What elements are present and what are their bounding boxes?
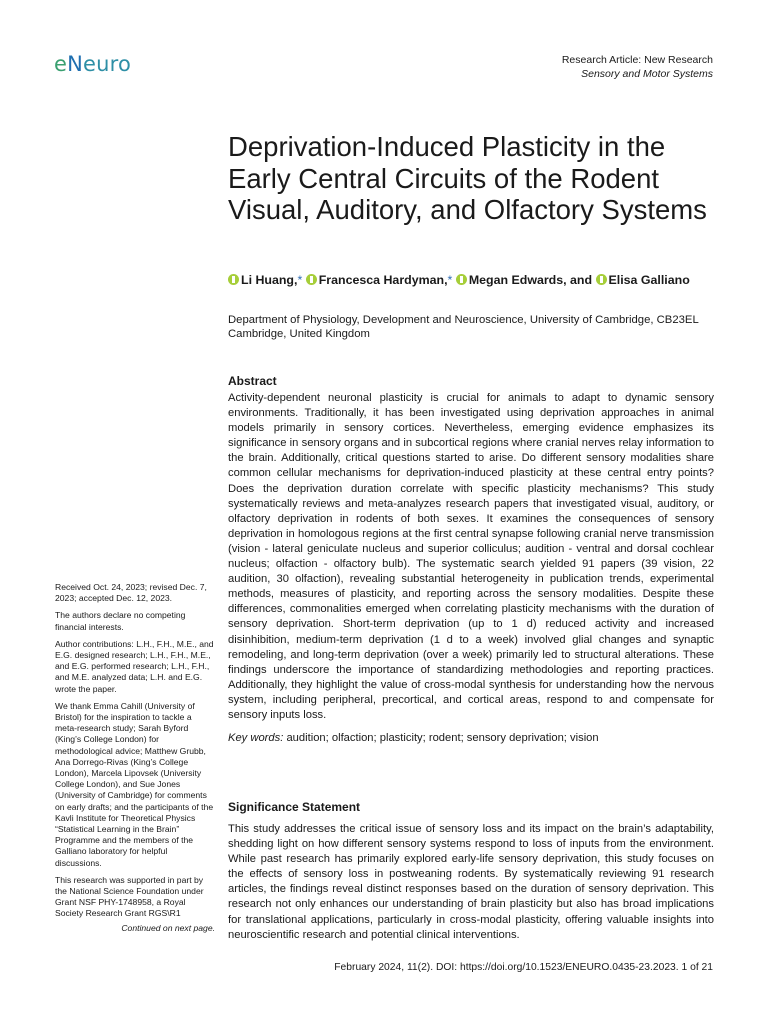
orcid-icon[interactable]: [456, 274, 467, 285]
received-dates: Received Oct. 24, 2023; revised Dec. 7, 2023; accepted Dec. 12, 2023.: [55, 582, 207, 604]
logo-e: e: [54, 52, 68, 76]
article-section: Sensory and Motor Systems: [581, 68, 713, 80]
logo-rest: euro: [83, 52, 132, 76]
funding: This research was supported in part by the National Science Foundation under Grant NSF PHY-1748958, a Royal Society Research Grant RGS\R1: [55, 874, 204, 919]
orcid-icon[interactable]: [228, 274, 239, 285]
acknowledgements: We thank Emma Cahill (University of Bristol) for the inspiration to tackle a meta-research study; Sarah Byford (King’s College London) for methodological advice; Matthew Grubb, Ana Dorrego-Rivas (King’s College London), Marcela Lipovsek (University College London), and Sue Jones (University of Cambridge) for comments on early drafts; and the participants of the Kavli Institute for Theoretical Physics “Statistical Learning in the Brain” Programme and the members of the Galliano laboratory for helpful discussions.: [55, 700, 214, 868]
page-footer: February 2024, 11(2). DOI: https://doi.org/10.1523/ENEURO.0435-23.2023. 1 of 21: [334, 962, 713, 973]
affiliation: Department of Physiology, Development and Neuroscience, University of Cambridge, CB23EL Cambridge, United Kingdom: [228, 314, 699, 341]
abstract-heading: Abstract: [228, 374, 277, 388]
author-name: Megan Edwards,: [468, 273, 567, 287]
logo-n: N: [67, 52, 84, 76]
continued-note: Continued on next page.: [121, 922, 215, 933]
equal-contribution-marker: *: [297, 273, 303, 287]
keywords-text: audition; olfaction; plasticity; rodent; sensory deprivation; vision: [283, 732, 599, 744]
author-contributions: Author contributions: L.H., F.H., M.E., and E.G. designed research; L.H., F.H., M.E., and E.G. performed research; L.H., F.H., and M.E. analyzed data; L.H. and E.G. wrote the paper.: [55, 638, 214, 694]
article-type: Research Article: New Research: [561, 54, 713, 66]
significance-text: This study addresses the critical issue of sensory loss and its impact on the brain’s adaptability, shedding light on how different sensory systems respond to loss of inputs from the environment. While past research has primarily explored early-life sensory deprivation, this study focuses on the effects of sensory loss in postweaning rodents. By systematically reviewing 91 research articles, the findings reveal distinct responses based on the duration of sensory deprivation. This research not only enhances our understanding of brain plasticity but also has broad implications for translational applications, particularly in cross-modal plasticity, offering valuable insights into neuroscientific research and potential clinical interventions.: [228, 823, 714, 941]
abstract-text: Activity-dependent neuronal plasticity is crucial for animals to adapt to dynamic sensory environments. Traditionally, it has been investigated using deprivation approaches in animal models primarily in sensory cortices. Nevertheless, emerging evidence emphasizes its significance in sensory organs and in subcortical regions where cranial nerves relay information to the brain. Additionally, critical questions started to arise. Do different sensory modalities share common cellular mechanisms for deprivation-induced plasticity at these central entry points? Does the deprivation duration correlate with specific plasticity mechanisms? This study systematically reviews and meta-analyzes research papers that investigated visual, auditory, or olfactory deprivation in rodents of both sexes. It examines the consequences of sensory deprivation in homologous regions at the first central synapse following cranial nerve transmission (vision - lateral geniculate nucleus and superior colliculus; audition - ventral and dorsal cochlear nucleus; olfaction - olfactory bulb). The systematic search yielded 91 papers (39 vision, 22 audition, 30 olfaction), revealing substantial heterogeneity in publication trends, experimental methods, measures of plasticity, and reporting across the sensory modalities. Despite these differences, commonalities emerged when correlating plasticity mechanisms with the duration of sensory deprivation. Short-term deprivation (up to 1 d) reduced activity and increased disinhibition, medium-term deprivation (1 d to a week) involved glial changes and synaptic remodeling, and long-term deprivation (over a week) primarily led to structural alterations. These findings underscore the importance of standardizing methodologies and reporting practices. Additionally, they highlight the value of cross-modal synthesis for understanding how the nervous system, including peripheral, precortical, and cortical areas, respond to and compensate for sensory inputs loss.: [228, 392, 714, 721]
keywords: [228, 731, 714, 746]
journal-logo: [54, 52, 131, 76]
equal-contribution-marker: *: [447, 273, 453, 287]
article-notes-sidebar: [55, 582, 215, 940]
author-name: Li Huang,: [241, 273, 298, 287]
competing-interests: The authors declare no competing financial interests.: [55, 610, 186, 632]
paper-title: Deprivation-Induced Plasticity in the Early Central Circuits of the Rodent Visual, Auditory, and Olfactory Systems: [228, 131, 707, 225]
author-list: [228, 273, 718, 287]
orcid-icon[interactable]: [596, 274, 607, 285]
significance-heading: Significance Statement: [228, 800, 361, 814]
article-header: [562, 53, 713, 81]
author-name: Francesca Hardyman,: [318, 273, 448, 287]
keywords-label: Key words:: [228, 732, 284, 744]
author-name: Elisa Galliano: [608, 273, 690, 287]
orcid-icon[interactable]: [306, 274, 317, 285]
author-conjunction: and: [566, 273, 596, 287]
